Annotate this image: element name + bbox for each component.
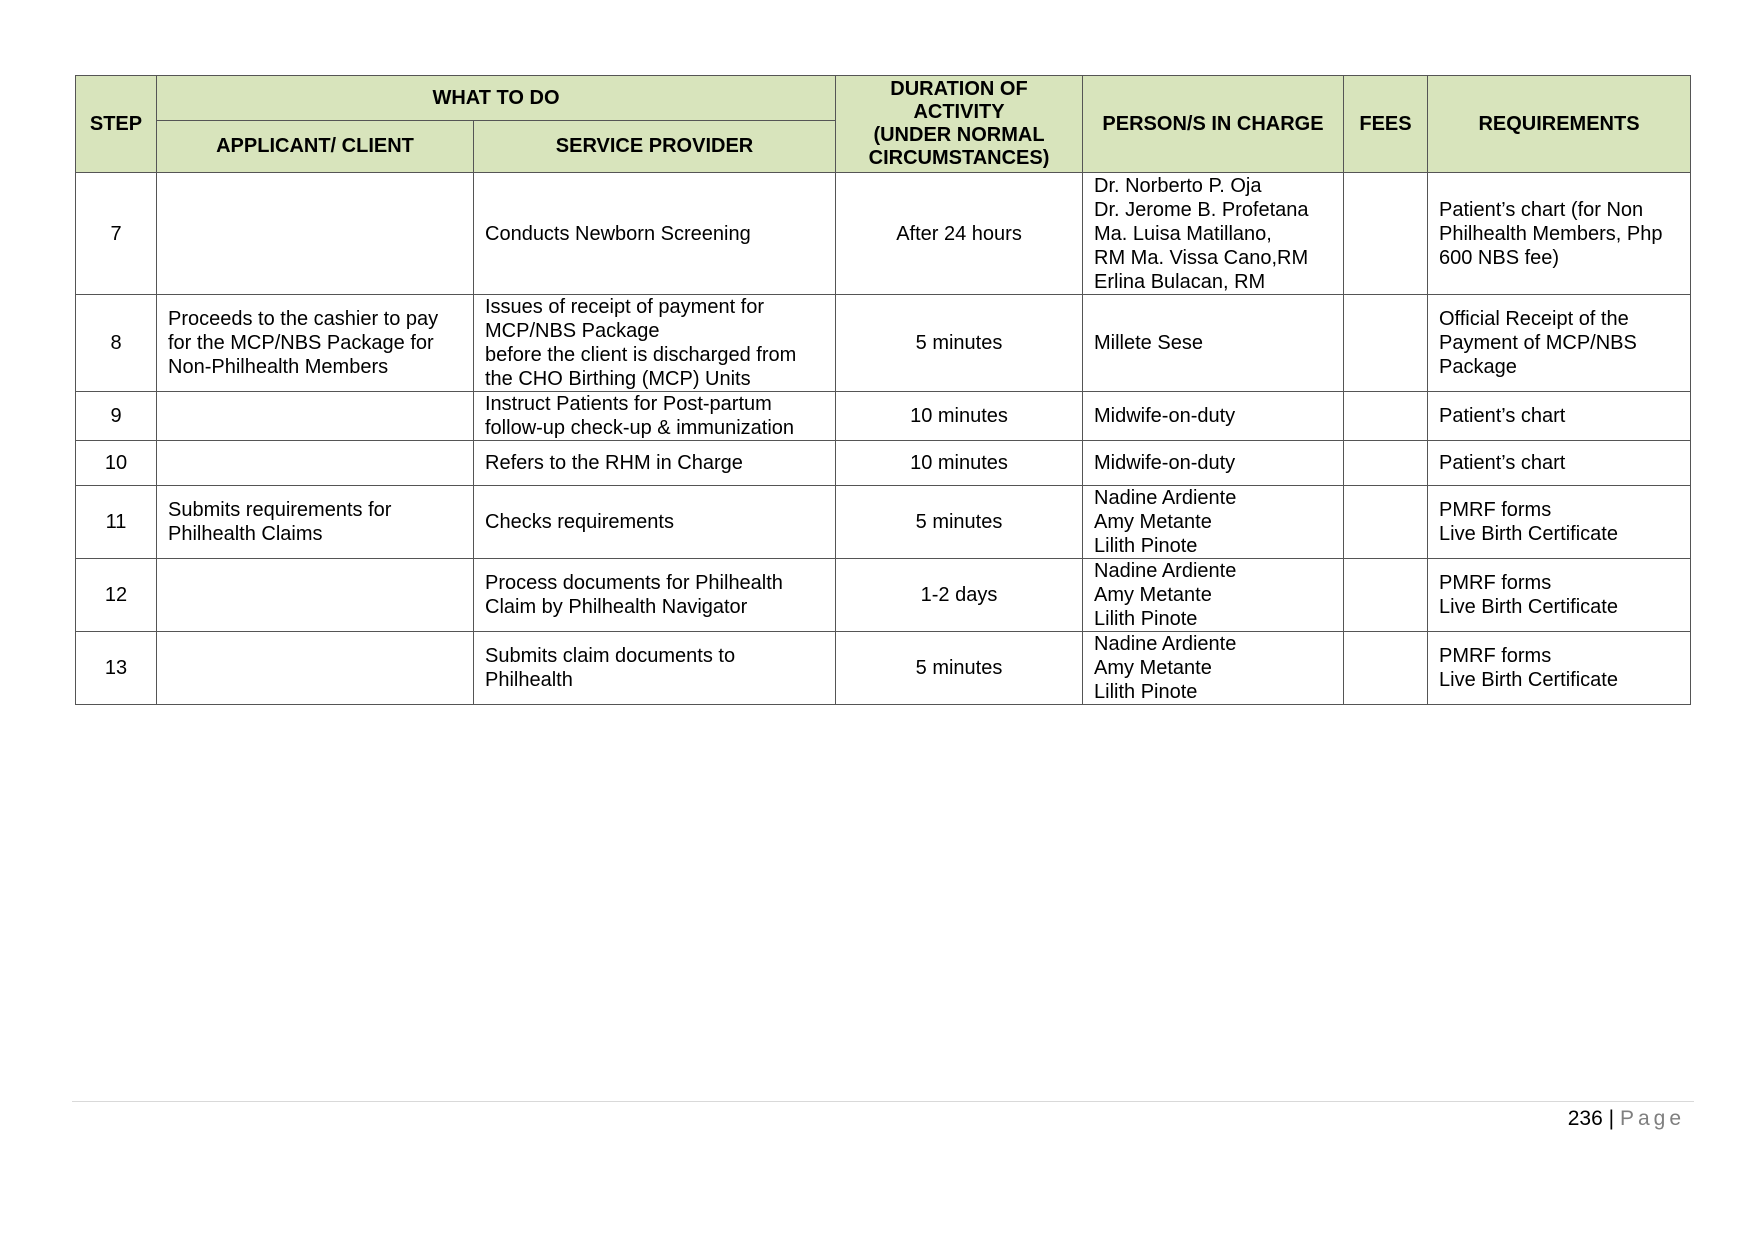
header-what-to-do: WHAT TO DO bbox=[157, 76, 836, 121]
header-requirements: REQUIREMENTS bbox=[1428, 76, 1691, 173]
duration-cell: 10 minutes bbox=[836, 441, 1083, 486]
requirements-cell: PMRF forms Live Birth Certificate bbox=[1428, 559, 1691, 632]
step-cell: 7 bbox=[76, 173, 157, 295]
duration-cell: After 24 hours bbox=[836, 173, 1083, 295]
step-cell: 10 bbox=[76, 441, 157, 486]
fees-cell bbox=[1344, 632, 1428, 705]
table-row bbox=[76, 295, 1691, 392]
service-provider-cell: Issues of receipt of payment for MCP/NBS Package before the client is discharged from the CHO Birthing (MCP) Units bbox=[474, 295, 836, 392]
table-row bbox=[76, 392, 1691, 441]
footer-page-word: Page bbox=[1619, 1107, 1685, 1130]
persons-in-charge-cell: Dr. Norberto P. Oja Dr. Jerome B. Profetana Ma. Luisa Matillano, RM Ma. Vissa Cano,RM Erlina Bulacan, RM bbox=[1083, 173, 1344, 295]
persons-in-charge-cell: Nadine Ardiente Amy Metante Lilith Pinote bbox=[1083, 559, 1344, 632]
duration-cell: 5 minutes bbox=[836, 295, 1083, 392]
service-provider-cell: Refers to the RHM in Charge bbox=[474, 441, 836, 486]
requirements-cell: Patient’s chart bbox=[1428, 441, 1691, 486]
fees-cell bbox=[1344, 559, 1428, 632]
header-service-provider: SERVICE PROVIDER bbox=[474, 121, 836, 173]
page-number: 236 bbox=[1567, 1107, 1603, 1130]
duration-cell: 10 minutes bbox=[836, 392, 1083, 441]
table-body bbox=[76, 173, 1691, 705]
step-cell: 12 bbox=[76, 559, 157, 632]
step-cell: 11 bbox=[76, 486, 157, 559]
table-row bbox=[76, 441, 1691, 486]
step-cell: 13 bbox=[76, 632, 157, 705]
persons-in-charge-cell: Millete Sese bbox=[1083, 295, 1344, 392]
table-row bbox=[76, 632, 1691, 705]
requirements-cell: PMRF forms Live Birth Certificate bbox=[1428, 486, 1691, 559]
persons-in-charge-cell: Midwife-on-duty bbox=[1083, 441, 1344, 486]
persons-in-charge-cell: Midwife-on-duty bbox=[1083, 392, 1344, 441]
requirements-cell: Patient’s chart bbox=[1428, 392, 1691, 441]
footer-divider bbox=[72, 1101, 1694, 1102]
fees-cell bbox=[1344, 392, 1428, 441]
step-cell: 9 bbox=[76, 392, 157, 441]
requirements-cell: PMRF forms Live Birth Certificate bbox=[1428, 632, 1691, 705]
fees-cell bbox=[1344, 441, 1428, 486]
service-provider-cell: Submits claim documents to Philhealth bbox=[474, 632, 836, 705]
header-persons-in-charge: PERSON/S IN CHARGE bbox=[1083, 76, 1344, 173]
persons-in-charge-cell: Nadine Ardiente Amy Metante Lilith Pinote bbox=[1083, 632, 1344, 705]
fees-cell bbox=[1344, 486, 1428, 559]
duration-cell: 5 minutes bbox=[836, 486, 1083, 559]
applicant-cell bbox=[157, 441, 474, 486]
header-duration: DURATION OF ACTIVITY (UNDER NORMAL CIRCUMSTANCES) bbox=[836, 76, 1083, 173]
service-provider-cell: Conducts Newborn Screening bbox=[474, 173, 836, 295]
table-row bbox=[76, 173, 1691, 295]
service-provider-cell: Instruct Patients for Post-partum follow-up check-up & immunization bbox=[474, 392, 836, 441]
applicant-cell: Proceeds to the cashier to pay for the MCP/NBS Package for Non-Philhealth Members bbox=[157, 295, 474, 392]
duration-cell: 5 minutes bbox=[836, 632, 1083, 705]
fees-cell bbox=[1344, 295, 1428, 392]
applicant-cell bbox=[157, 173, 474, 295]
header-applicant-client: APPLICANT/ CLIENT bbox=[157, 121, 474, 173]
table-row bbox=[76, 486, 1691, 559]
process-table bbox=[75, 75, 1691, 705]
page-footer bbox=[1568, 1106, 1685, 1132]
table-header bbox=[76, 76, 1691, 173]
applicant-cell bbox=[157, 392, 474, 441]
fees-cell bbox=[1344, 173, 1428, 295]
service-provider-cell: Process documents for Philhealth Claim by Philhealth Navigator bbox=[474, 559, 836, 632]
header-fees: FEES bbox=[1344, 76, 1428, 173]
requirements-cell: Official Receipt of the Payment of MCP/NBS Package bbox=[1428, 295, 1691, 392]
table-row bbox=[76, 559, 1691, 632]
duration-cell: 1-2 days bbox=[836, 559, 1083, 632]
service-provider-cell: Checks requirements bbox=[474, 486, 836, 559]
persons-in-charge-cell: Nadine Ardiente Amy Metante Lilith Pinote bbox=[1083, 486, 1344, 559]
footer-separator: | bbox=[1608, 1107, 1615, 1130]
requirements-cell: Patient’s chart (for Non Philhealth Members, Php 600 NBS fee) bbox=[1428, 173, 1691, 295]
applicant-cell: Submits requirements for Philhealth Claims bbox=[157, 486, 474, 559]
header-step: STEP bbox=[76, 76, 157, 173]
step-cell: 8 bbox=[76, 295, 157, 392]
applicant-cell bbox=[157, 632, 474, 705]
applicant-cell bbox=[157, 559, 474, 632]
